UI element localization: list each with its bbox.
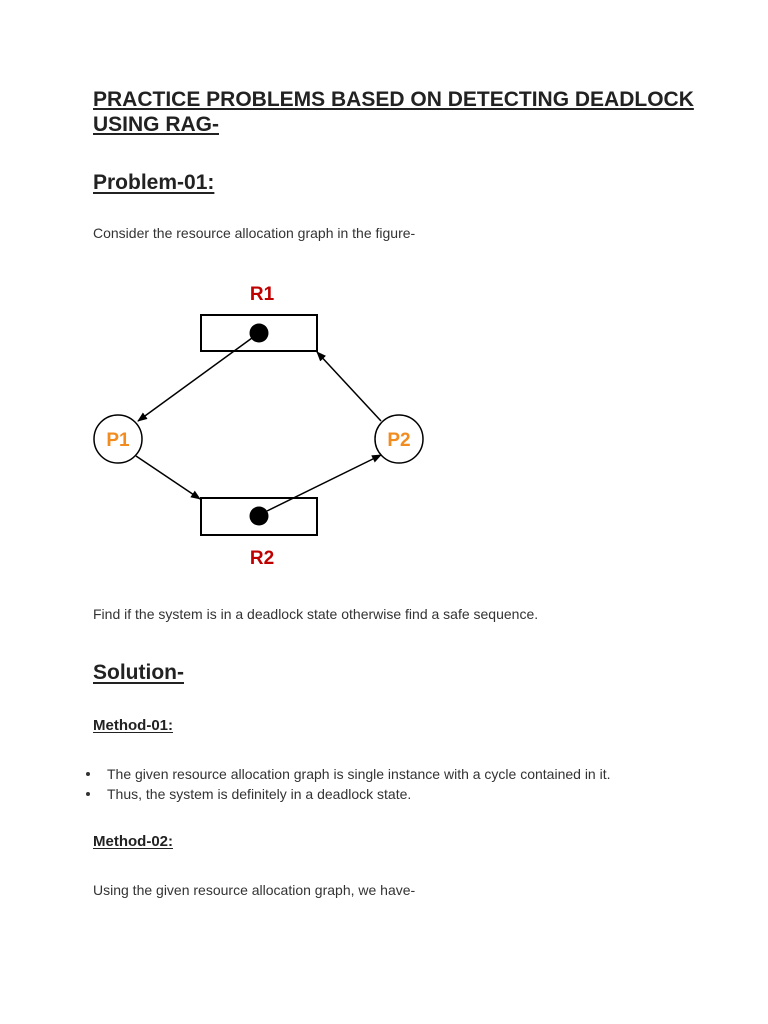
resource-r1	[201, 284, 317, 351]
resource-r2-instance	[250, 507, 269, 526]
process-p2-label: P2	[387, 430, 411, 451]
process-p2	[375, 415, 423, 463]
method2-intro: Using the given resource allocation graph, we have-	[93, 882, 416, 898]
problem-heading: Problem-01:	[93, 171, 215, 194]
edge-p1-to-r2	[136, 456, 200, 499]
bullet-icon	[86, 792, 90, 796]
process-p1	[94, 415, 142, 463]
list-item	[93, 784, 611, 804]
resource-r1-label: R1	[249, 284, 275, 305]
question-text: Find if the system is in a deadlock state otherwise find a safe sequence.	[93, 606, 539, 622]
resource-r2	[201, 498, 317, 569]
problem-intro: Consider the resource allocation graph in the figure-	[93, 225, 416, 241]
bullet-text: The given resource allocation graph is single instance with a cycle contained in it.	[107, 766, 611, 782]
bullet-text: Thus, the system is definitely in a deadlock state.	[107, 786, 412, 802]
edge-r1-to-p1	[138, 338, 252, 421]
page-title: PRACTICE PROBLEMS BASED ON DETECTING DEADLOCK USING RAG-	[93, 88, 694, 136]
resource-allocation-graph	[80, 270, 440, 580]
list-item	[93, 764, 611, 784]
process-p1-label: P1	[106, 430, 130, 451]
method1-bullet-list	[93, 764, 611, 804]
bullet-icon	[86, 772, 90, 776]
method2-heading: Method-02:	[93, 833, 173, 850]
solution-heading: Solution-	[93, 661, 184, 684]
resource-r2-label: R2	[249, 548, 275, 569]
edge-r2-to-p2	[267, 455, 381, 511]
method1-heading: Method-01:	[93, 717, 173, 734]
edge-p2-to-r1	[317, 352, 381, 421]
resource-r1-instance	[250, 324, 269, 343]
